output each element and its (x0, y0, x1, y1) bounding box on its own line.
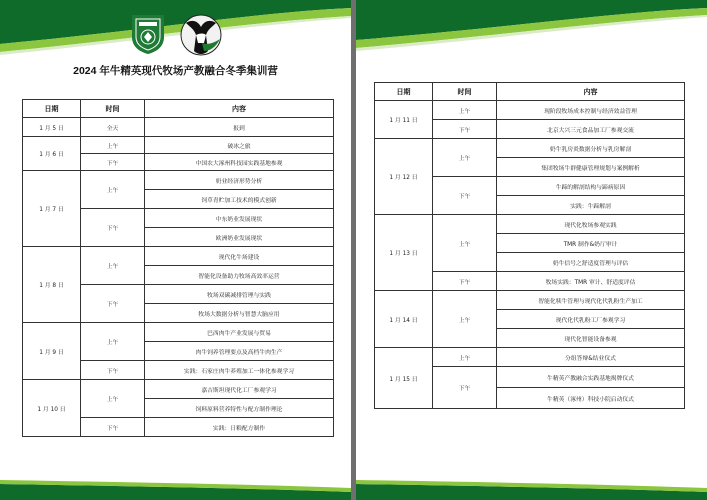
schedule-table-left (22, 99, 334, 437)
content-cell: 牛蹄的解剖结构与蹄病原因 (497, 177, 685, 196)
time-cell: 下午 (81, 361, 145, 380)
table-row (23, 380, 334, 399)
content-cell: 中国农大涿州科技园实践基地参观 (145, 154, 334, 171)
date-cell: 1 月 8 日 (23, 247, 81, 323)
content-cell: 现代化智能设备参观 (497, 329, 685, 348)
time-cell: 下午 (81, 209, 145, 247)
header-content: 内容 (497, 83, 685, 101)
content-cell: 现代化代乳粉工厂参观学习 (497, 310, 685, 329)
content-cell: 饲料原料营养特性与配方制作理论 (145, 399, 334, 418)
time-cell: 上午 (81, 380, 145, 418)
table-header-row (23, 100, 334, 118)
content-cell: 智能化设备助力牧场高效率运营 (145, 266, 334, 285)
date-cell: 1 月 5 日 (23, 118, 81, 137)
content-cell: 现阶段牧场成本控制与经济效益管理 (497, 101, 685, 120)
date-cell: 1 月 11 日 (375, 101, 433, 139)
content-cell: 奶牛信号之舒适度管理与评估 (497, 253, 685, 272)
content-cell: 破冰之旅 (145, 137, 334, 154)
time-cell: 下午 (81, 154, 145, 171)
header-content: 内容 (145, 100, 334, 118)
table-row (23, 323, 334, 342)
time-cell: 上午 (433, 215, 497, 272)
header-time: 时间 (81, 100, 145, 118)
content-cell: 牛精英产教融合实践基地揭牌仪式 (497, 367, 685, 388)
content-cell: 奶业经济形势分析 (145, 171, 334, 190)
time-cell: 上午 (433, 139, 497, 177)
date-cell: 1 月 6 日 (23, 137, 81, 171)
table-row (23, 118, 334, 137)
left-page (0, 0, 351, 500)
time-cell: 上午 (433, 291, 497, 348)
time-cell: 上午 (81, 137, 145, 154)
time-cell: 下午 (81, 285, 145, 323)
time-cell: 上午 (81, 323, 145, 361)
date-cell: 1 月 12 日 (375, 139, 433, 215)
header-date: 日期 (23, 100, 81, 118)
table-row (375, 101, 685, 120)
time-cell: 上午 (433, 101, 497, 120)
content-cell: 中东奶业发展现状 (145, 209, 334, 228)
content-cell: 奶牛乳房炎数据分析与乳房解剖 (497, 139, 685, 158)
table-row (23, 247, 334, 266)
table-row (23, 137, 334, 154)
bottom-green-band (0, 462, 351, 500)
content-cell: 智能化犊牛管理与现代化代乳粉生产加工 (497, 291, 685, 310)
content-cell: 饲草青贮加工技术的模式创新 (145, 190, 334, 209)
time-cell: 下午 (433, 177, 497, 215)
content-cell: 牧场实践：TMR 审计、舒适度评估 (497, 272, 685, 291)
right-page (356, 0, 707, 500)
time-cell: 下午 (81, 418, 145, 437)
date-cell: 1 月 15 日 (375, 348, 433, 409)
content-cell: 分组答辩&结业仪式 (497, 348, 685, 367)
schedule-table-right (374, 82, 685, 409)
content-cell: 现代化牛场建设 (145, 247, 334, 266)
time-cell: 下午 (433, 120, 497, 139)
content-cell: 实践：石家庄肉牛养殖加工一体化参观学习 (145, 361, 334, 380)
table-header-row (375, 83, 685, 101)
content-cell: 集团牧场牛群健康管理规划与案例解析 (497, 158, 685, 177)
date-cell: 1 月 9 日 (23, 323, 81, 380)
date-cell: 1 月 13 日 (375, 215, 433, 291)
content-cell: 牧场大数据分析与智慧大脑应用 (145, 304, 334, 323)
content-cell: 实践：日粮配方制作 (145, 418, 334, 437)
page-title: 2024 年牛精英现代牧场产教融合冬季集训营 (73, 65, 278, 77)
content-cell: 报到 (145, 118, 334, 137)
table-row (375, 348, 685, 367)
time-cell: 下午 (433, 367, 497, 409)
top-green-band (356, 0, 707, 60)
time-cell: 全天 (81, 118, 145, 137)
content-cell: 北京大兴三元食品加工厂参观交流 (497, 120, 685, 139)
content-cell: 欧洲奶业发展现状 (145, 228, 334, 247)
content-cell: 嘉吉斯坦现代化工厂参观学习 (145, 380, 334, 399)
date-cell: 1 月 14 日 (375, 291, 433, 348)
date-cell: 1 月 10 日 (23, 380, 81, 437)
table-row (375, 139, 685, 158)
table-row (23, 171, 334, 190)
content-cell: 现代化牧场参观实践 (497, 215, 685, 234)
university-crest-icon (130, 13, 166, 55)
header-time: 时间 (433, 83, 497, 101)
header-date: 日期 (375, 83, 433, 101)
content-cell: 巴西肉牛产业发展与贸易 (145, 323, 334, 342)
time-cell: 上午 (433, 348, 497, 367)
content-cell: 实践：牛蹄解剖 (497, 196, 685, 215)
content-cell: 牛精英（涿州）科技小院启动仪式 (497, 388, 685, 409)
content-cell: 牧场双碳减排管理与实践 (145, 285, 334, 304)
time-cell: 上午 (81, 171, 145, 209)
table-row (375, 215, 685, 234)
top-green-band (0, 0, 351, 60)
table-row (375, 291, 685, 310)
date-cell: 1 月 7 日 (23, 171, 81, 247)
content-cell: 肉牛饲养管理要点及高档牛肉生产 (145, 342, 334, 361)
bottom-green-band (356, 462, 707, 500)
content-cell: TMR 制作&奶厅审计 (497, 234, 685, 253)
time-cell: 下午 (433, 272, 497, 291)
time-cell: 上午 (81, 247, 145, 285)
cow-head-logo-icon (178, 13, 224, 55)
